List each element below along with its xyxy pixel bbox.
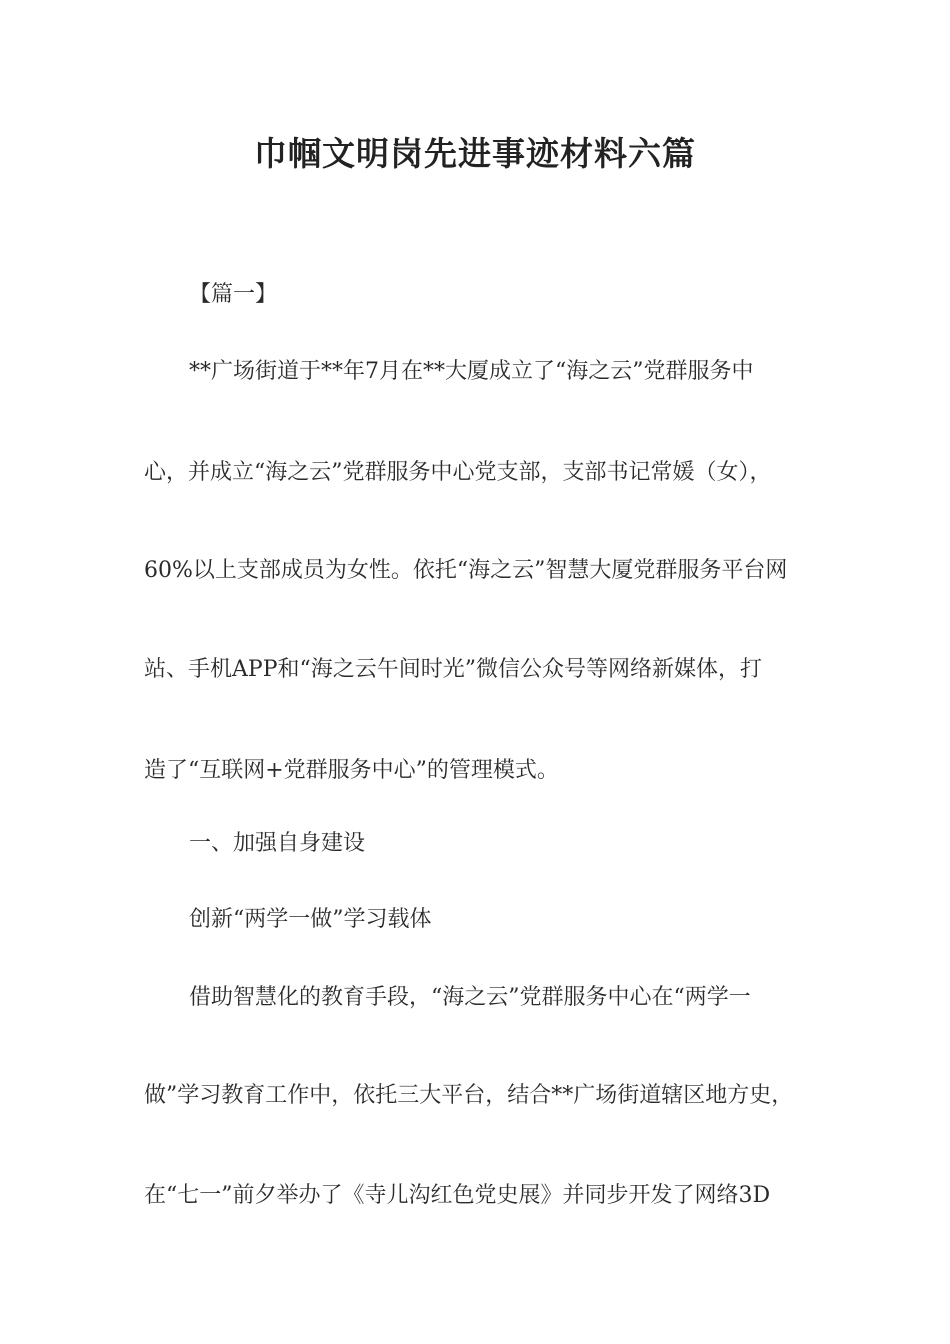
paragraph-line: 借助智慧化的教育手段，“海之云”党群服务中心在“两学一 <box>189 985 751 1010</box>
paragraph-line: 做”学习教育工作中，依托三大平台，结合**广场街道辖区地方史， <box>144 1083 794 1108</box>
subheading-innovation: 创新“两学一做”学习载体 <box>189 907 432 932</box>
paragraph-line: 在“七一”前夕举办了《寺儿沟红色党史展》并同步开发了网络3D <box>144 1183 771 1208</box>
paragraph-line: 心，并成立“海之云”党群服务中心党支部，支部书记常媛（女）， <box>144 460 772 485</box>
section-heading-part-one: 【篇一】 <box>189 282 278 307</box>
document-title: 巾帼文明岗先进事迹材料六篇 <box>254 134 696 173</box>
subheading-strengthen-building: 一、加强自身建设 <box>189 831 366 856</box>
paragraph-line: 造了“互联网+党群服务中心”的管理模式。 <box>144 758 559 783</box>
paragraph-line: 站、手机APP和“海之云午间时光”微信公众号等网络新媒体，打 <box>144 657 762 682</box>
paragraph-line: **广场街道于**年7月在**大厦成立了“海之云”党群服务中 <box>189 359 754 384</box>
paragraph-line: 60%以上支部成员为女性。依托“海之云”智慧大厦党群服务平台网 <box>144 558 788 583</box>
